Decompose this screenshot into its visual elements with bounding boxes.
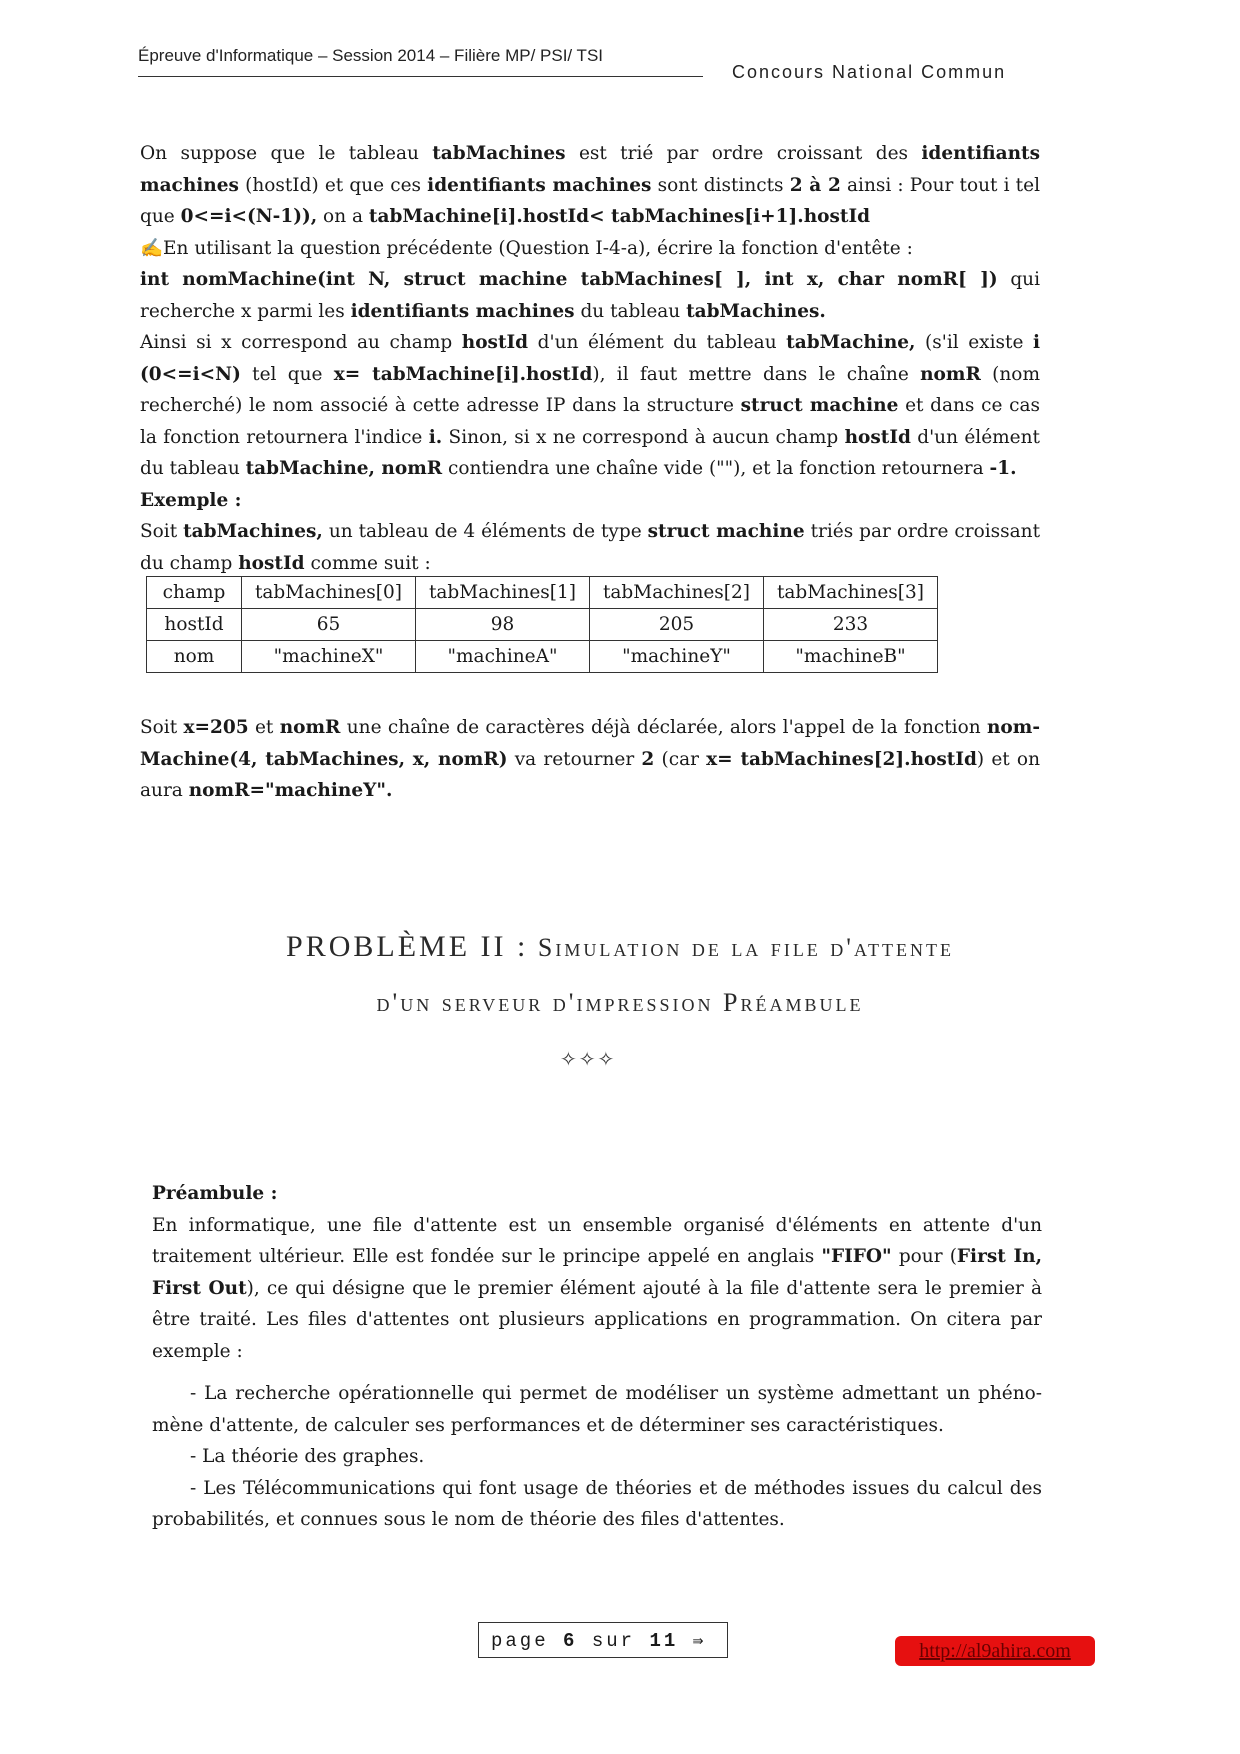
paragraph-sorted-array [140, 138, 1040, 579]
bold-text: "FIFO" [821, 1246, 892, 1267]
text: une chaîne de caractères déjà déclarée, alors l'appel de la fonction [340, 717, 987, 738]
bold-text: x= tabMachines[2].hostId [706, 748, 977, 770]
text: sont distincts [651, 174, 790, 196]
text: est trié par ordre croissant des [565, 143, 922, 164]
header-left: Épreuve d'Informatique – Session 2014 – Filière MP/ PSI/ TSI [138, 46, 604, 65]
text: triés par ordre croissant du champ [140, 521, 1041, 574]
bold-text: identifiants machines [140, 143, 1040, 196]
table-cell: 98 [416, 609, 590, 641]
text: ), ce qui désigne que le premier élément ajouté à la file d'attente sera le premier à être traité. Les files d'attentes ont plusieurs applications en programmation. On citera par exemple : [152, 1277, 1042, 1362]
text: d'un élément du tableau [528, 332, 787, 353]
text: tel que [240, 363, 334, 385]
bold-text: tabMachine, [786, 332, 916, 353]
text: comme suit : [304, 552, 431, 574]
text: va retourner [507, 748, 642, 770]
bold-text: hostId [238, 552, 305, 574]
bold-text: hostId [844, 426, 911, 448]
text: (hostId) et que ces [238, 174, 428, 196]
bold-text: First In, First Out [152, 1246, 1043, 1299]
bold-text: i (0<=i<N) [140, 332, 1040, 385]
bold-text: hostId [461, 332, 529, 353]
bold-text: tabMachines [432, 143, 566, 164]
text: et [248, 717, 280, 738]
text: d'un élément du tableau [140, 426, 1040, 479]
text: Sinon, si x ne correspond à aucun champ [442, 426, 845, 448]
bold-text: nomR [279, 717, 341, 738]
table-cell: "machineA" [416, 641, 590, 673]
text: (s'il existe [915, 332, 1033, 353]
problem-title-line2 [0, 988, 1240, 1018]
bold-text: nom-Machine(4, tabMachines, x, nomR) [140, 717, 1040, 770]
bold-text: identifiants machines [427, 174, 652, 196]
problem-title-line1 [0, 930, 1240, 964]
table-cell: tabMachines[1] [416, 577, 590, 609]
list-item: - La théorie des graphes. [190, 1446, 425, 1467]
table-cell: 65 [242, 609, 416, 641]
bold-text: tabMachine[i].hostId< tabMachines[i+1].hostId [368, 206, 871, 227]
problem-title: Simulation de la file d'attente [528, 933, 954, 962]
bold-text: i. [428, 426, 443, 448]
bold-text: tabMachine, nomR [245, 458, 443, 479]
table-cell: 233 [764, 609, 938, 641]
text: En informatique, une file d'attente est un ensemble organisé d'éléments en attente d'un traitement ultérieur. Elle est fondée sur le principe appelé en anglais [152, 1214, 1042, 1267]
bold-text: identifiants machines [350, 300, 575, 322]
text: Ainsi si x correspond au champ [140, 332, 462, 353]
bold-text: struct machine [740, 395, 899, 416]
text: Soit [140, 521, 184, 542]
function-signature: int nomMachine(int N, struct machine tabMachines[ ], int x, char nomR[ ]) [140, 269, 998, 290]
header-rule [138, 76, 703, 77]
table-cell: "machineB" [764, 641, 938, 673]
text: (car [654, 748, 707, 770]
page-indicator [478, 1622, 728, 1658]
table-cell: "machineY" [590, 641, 764, 673]
bold-text: 0<=i<(N-1)), [180, 206, 318, 227]
applications-list [152, 1378, 1042, 1536]
bold-text: 2 à 2 [789, 174, 841, 196]
list-item: - Les Télécommunications qui font usage de théories et de méthodes issues du calcul des probabilités, et connues sous le nom de théorie des files d'attentes. [152, 1477, 1042, 1530]
preamble-section [152, 1178, 1042, 1367]
list-item: - La recherche opérationnelle qui permet de modéliser un système admettant un phéno-mène d'attente, de calculer ses performances et de déterminer ses caractéristiques. [152, 1383, 1042, 1436]
table-row [147, 577, 938, 609]
table-cell: nom [147, 641, 242, 673]
machines-table [146, 576, 938, 673]
text: ✍En utilisant la question précédente (Question I-4-a), écrire la fonction d'entête : [140, 237, 913, 259]
example-title: Exemple : [140, 489, 242, 511]
text: ) et on aura [140, 748, 1040, 801]
next-arrow-icon: ⇛ [692, 1632, 704, 1652]
table-cell: 205 [590, 609, 764, 641]
bold-text: nomR [920, 363, 981, 385]
header-right: Concours National Commun [732, 62, 1007, 82]
table-cell: tabMachines[3] [764, 577, 938, 609]
text: qui recherche x parmi les [140, 269, 1040, 322]
text: contiendra une chaîne vide (""), et la fonction retournera [442, 458, 990, 479]
bold-text: x= tabMachine[i].hostId [333, 363, 593, 385]
text: ainsi : Pour tout i tel que [140, 174, 1040, 227]
table-row [147, 641, 938, 673]
problem-number: PROBLÈME II : [286, 930, 529, 963]
bold-text: x=205 [183, 717, 249, 738]
page-number: 6 [563, 1630, 578, 1652]
problem-subtitle: d'un serveur d'impression Préambule [376, 988, 864, 1017]
bold-text: nomR="machineY". [188, 780, 393, 801]
text: du tableau [574, 300, 687, 322]
bold-text: struct machine [647, 521, 805, 542]
table-cell: hostId [147, 609, 242, 641]
table-cell: tabMachines[0] [242, 577, 416, 609]
text: et dans ce cas la fonction retournera l'indice [140, 395, 1040, 448]
text: On suppose que le tableau [140, 143, 433, 164]
source-url-link[interactable]: http://al9ahira.com [895, 1636, 1095, 1666]
table-row [147, 609, 938, 641]
sur-word: sur [591, 1630, 636, 1652]
page-total: 11 [649, 1630, 679, 1652]
bold-text: tabMachines. [686, 300, 826, 322]
ornament-icon: ✧✧✧ [560, 1047, 617, 1071]
page-word: page [491, 1630, 549, 1652]
text: pour ( [891, 1246, 957, 1267]
table-cell: tabMachines[2] [590, 577, 764, 609]
preamble-title: Préambule : [152, 1183, 278, 1204]
table-cell: "machineX" [242, 641, 416, 673]
text: ), il faut mettre dans le chaîne [592, 363, 921, 385]
paragraph-call-example [140, 712, 1040, 807]
bold-text: 2 [641, 748, 655, 770]
text: Soit [140, 717, 184, 738]
text: un tableau de 4 éléments de type [322, 521, 648, 542]
table-cell: champ [147, 577, 242, 609]
bold-text: tabMachines, [183, 521, 323, 542]
text: on a [317, 206, 369, 227]
text: (nom recherché) le nom associé à cette adresse IP dans la structure [140, 363, 1040, 416]
bold-text: -1. [989, 458, 1017, 479]
